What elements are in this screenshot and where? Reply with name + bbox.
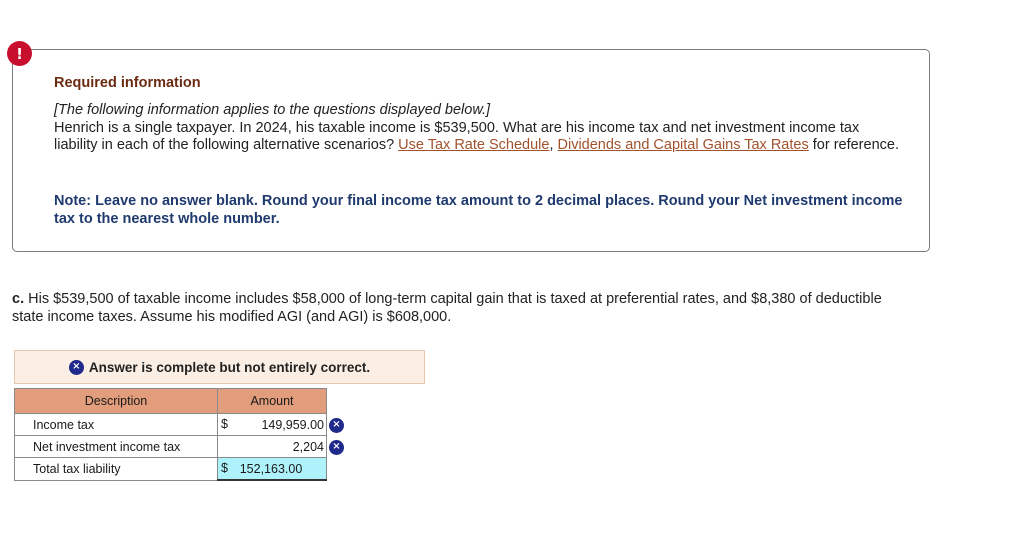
exclamation-icon: !: [7, 41, 32, 66]
answer-status-text: Answer is complete but not entirely correct.: [88, 359, 371, 375]
instruction-note: Note: Leave no answer blank. Round your final income tax amount to 2 decimal places. Round your Net investment income tax to the nearest whole number.: [54, 193, 903, 227]
table-row: [15, 436, 352, 458]
income-tax-label: Income tax: [15, 414, 218, 436]
description-header: Description: [15, 389, 218, 414]
mark-header: [327, 389, 352, 414]
net-investment-income-tax-label: Net investment income tax: [15, 436, 218, 458]
tax-rate-schedule-link[interactable]: Use Tax Rate Schedule: [398, 137, 550, 153]
incorrect-mark: [327, 436, 352, 458]
answer-status-banner: [14, 350, 425, 384]
information-intro: [The following information applies to the questions displayed below.]: [54, 102, 491, 118]
income-tax-value: 149,959.00: [261, 417, 324, 432]
required-information-title: Required information: [54, 75, 201, 91]
information-body-end: for reference.: [812, 137, 899, 153]
required-information-box: [12, 49, 930, 252]
x-circle-icon: ×: [69, 360, 84, 375]
total-tax-liability-value: 152,163.00: [239, 461, 303, 476]
income-tax-amount-field[interactable]: [218, 414, 327, 436]
dividends-capital-gains-link[interactable]: Dividends and Capital Gains Tax Rates: [557, 137, 809, 153]
question-text: [12, 291, 912, 326]
table-row: [15, 458, 352, 481]
question-label: c.: [12, 291, 25, 307]
table-header-row: [15, 389, 352, 414]
link-separator: ,: [549, 137, 554, 153]
x-circle-icon: ×: [329, 418, 344, 433]
amount-header: Amount: [218, 389, 327, 414]
incorrect-mark: [327, 414, 352, 436]
x-circle-icon: ×: [329, 440, 344, 455]
tax-liability-table: [14, 388, 352, 481]
total-tax-liability-amount: [218, 458, 327, 481]
net-investment-income-tax-amount-field[interactable]: [218, 436, 327, 458]
information-body: Henrich is a single taxpayer. In 2024, his taxable income is $539,500. What are his income tax and net investment income tax liability in each of the following alternative scenarios?: [54, 119, 860, 153]
total-tax-liability-label: Total tax liability: [15, 458, 218, 481]
net-investment-income-tax-value: 2,204: [292, 439, 324, 454]
table-row: [15, 414, 352, 436]
currency-symbol: $: [221, 461, 228, 475]
currency-symbol: $: [221, 417, 228, 431]
empty-mark: [327, 458, 352, 481]
information-text: [54, 102, 904, 155]
question-body: His $539,500 of taxable income includes $58,000 of long-term capital gain that is taxed at preferential rates, and $8,380 of deductible state income taxes. Assume his modified AGI (and AGI) is $608,000.: [12, 291, 882, 325]
